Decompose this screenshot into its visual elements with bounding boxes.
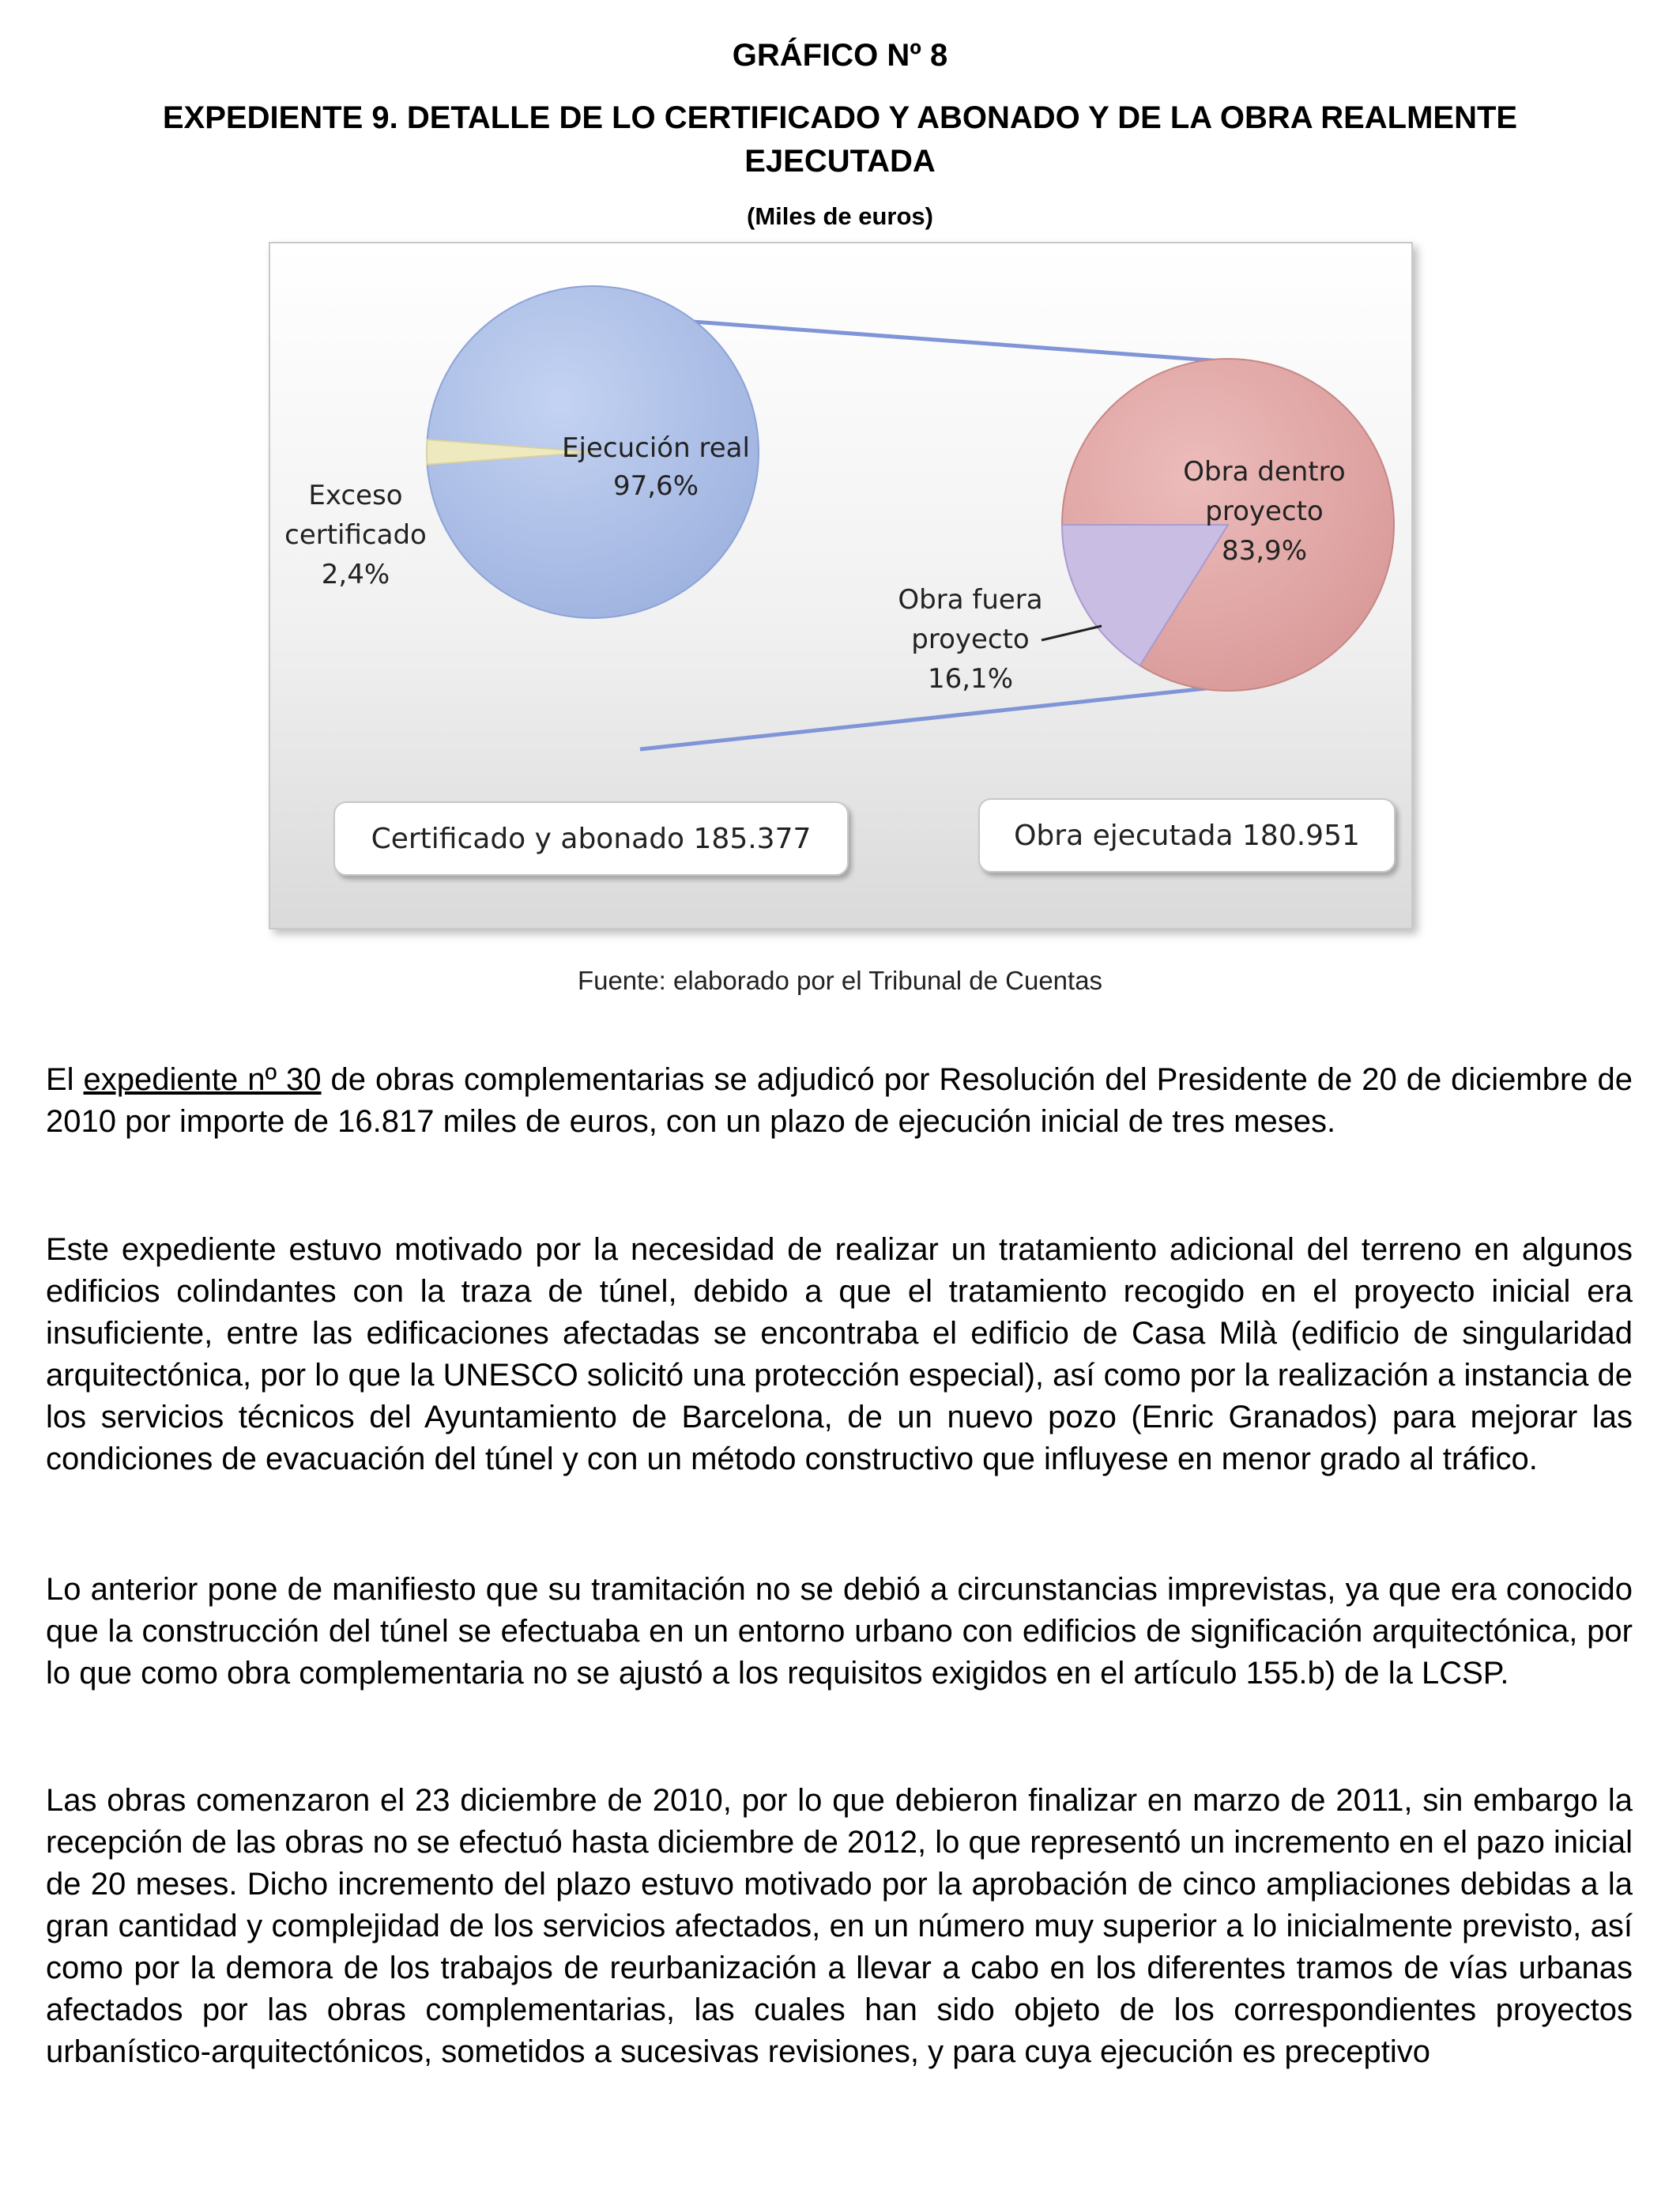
figure-subtitle-line2: EJECUTADA bbox=[744, 144, 936, 179]
connector-bottom bbox=[640, 686, 1228, 749]
figure-subtitle bbox=[0, 96, 1680, 183]
leader-line-obra-fuera bbox=[1042, 626, 1102, 640]
label-obra-dentro-percent: 83,9% bbox=[1221, 535, 1308, 567]
label-obra-fuera-percent: 16,1% bbox=[927, 663, 1014, 695]
figure-subtitle-line1: EXPEDIENTE 9. DETALLE DE LO CERTIFICADO Y ABONADO Y DE LA OBRA REALMENTE bbox=[162, 100, 1518, 135]
label-ejecucion-real: Ejecución real bbox=[562, 432, 750, 464]
paragraph-1-start: El bbox=[46, 1062, 84, 1097]
expediente-reference: expediente nº 30 bbox=[83, 1062, 322, 1097]
callout-certificado: Certificado y abonado 185.377 bbox=[333, 801, 849, 876]
figure-title: GRÁFICO Nº 8 bbox=[732, 38, 948, 73]
label-exceso: Exceso bbox=[308, 480, 403, 511]
label-obra-fuera: Obra fuera bbox=[898, 584, 1043, 616]
label-obra-dentro: Obra dentro bbox=[1183, 456, 1346, 488]
figure-source: Fuente: elaborado por el Tribunal de Cuentas bbox=[577, 966, 1103, 995]
connector-top bbox=[640, 318, 1233, 362]
label-ejecucion-real-percent: 97,6% bbox=[612, 470, 699, 502]
paragraph-3: Lo anterior pone de manifiesto que su tramitación no se debió a circunstancias imprevistas, ya que era conocido que la construcción del túnel se efectuaba en un entorno urbano con edificios de significación arquitectónica, por lo que como obra complementaria no se ajustó a los requisitos exigidos en el artículo 155.b) de la LCSP. bbox=[46, 1572, 1633, 1691]
paragraph-2: Este expediente estuvo motivado por la necesidad de realizar un tratamiento adicional del terreno en algunos edificios colindantes con la traza de túnel, debido a que el tratamiento recogido en el proyecto inicial era insuficiente, entre las edificaciones afectadas se encontraba el edificio de Casa Milà (edificio de singularidad arquitectónica, por lo que la UNESCO solicitó una protección especial), así como por la realización a instancia de los servicios técnicos del Ayuntamiento de Barcelona, de un nuevo pozo (Enric Granados) para mejorar las condiciones de evacuación del túnel y con un método constructivo que influyese en menor grado al tráfico. bbox=[46, 1232, 1633, 1476]
paragraph-1 bbox=[46, 1059, 1633, 1143]
paragraph-4: Las obras comenzaron el 23 diciembre de 2010, por lo que debieron finalizar en marzo de 2011, sin embargo la recepción de las obras no se efectuó hasta diciembre de 2012, lo que representó un incremento en el pazo inicial de 20 meses. Dicho incremento del plazo estuvo motivado por la aprobación de cinco ampliaciones debidas a la gran cantidad y complejidad de los servicios afectados, en un número muy superior a lo inicialmente previsto, así como por la demora de los trabajos de reurbanización a llevar a cabo en los diferentes tramos de vías urbanas afectados por las obras complementarias, las cuales han sido objeto de los correspondientes proyectos urbanístico-arquitectónicos, sometidos a sucesivas revisiones, y para cuya ejecución es preceptivo bbox=[46, 1783, 1633, 2069]
paragraph-1-rest: de obras complementarias se adjudicó por Resolución del Presidente de 20 de diciembre de 2010 por importe de 16.817 miles de euros, con un plazo de ejecución inicial de tres meses. bbox=[46, 1062, 1633, 1139]
callout-obra-ejecutada: Obra ejecutada 180.951 bbox=[978, 798, 1396, 873]
label-obra-fuera-proyecto: proyecto bbox=[911, 624, 1030, 655]
label-certificado: certificado bbox=[284, 519, 427, 551]
chart-frame bbox=[269, 242, 1413, 929]
figure-units: (Miles de euros) bbox=[747, 202, 933, 230]
label-exceso-percent: 2,4% bbox=[321, 559, 390, 590]
label-obra-dentro-proyecto: proyecto bbox=[1205, 496, 1324, 527]
